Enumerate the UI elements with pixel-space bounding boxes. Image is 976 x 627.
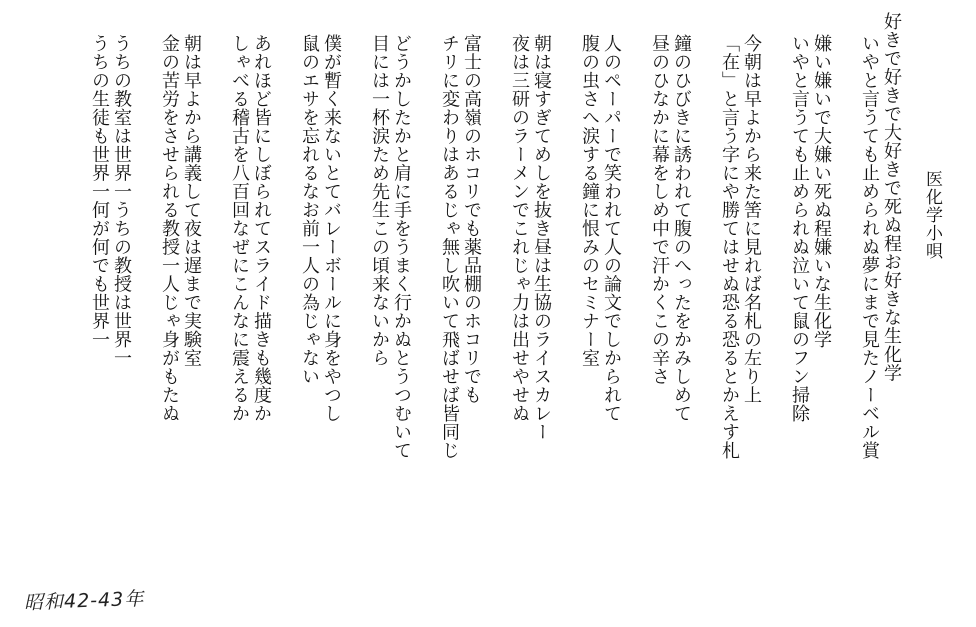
verse-line: どうかしたかと肩に手をうまく行かぬとうつむいて [391, 34, 412, 460]
verse-line: あれほど皆にしぼられてスライド描きも幾度か [251, 34, 272, 423]
verse-line: 僕が暫く来ないとてバレーボールに身をやつし [321, 34, 342, 423]
verse-line: 鼠のエサを忘れるなお前一人の為じゃない [299, 34, 320, 386]
verse-line: チリに変わりはあるじゃ無し吹いて飛ばせば皆同じ [439, 34, 460, 460]
verse-line: うちの生徒も世界一何が何でも世界一 [89, 34, 110, 349]
verse-line: 金の苦労をさせられる教授一人じゃ身がもたぬ [159, 34, 180, 423]
verse-line: 今朝は早よから来た筈に見れば名札の左り上 [741, 34, 762, 404]
verse-line: 朝は寝すぎてめしを抜き昼は生協のライスカレー [531, 34, 552, 441]
verse-line: 好きで好きで大好きで死ぬ程お好きな生化学 [881, 12, 902, 382]
verse-line: いやと言うても止められぬ泣いて鼠のフン掃除 [789, 34, 810, 423]
handwritten-note: 昭和42-43年 [23, 587, 145, 615]
verse-line: 鐘のひびきに誘われて腹のへったをかみしめて [671, 34, 692, 423]
document-title: 医化学小唄 [922, 170, 942, 260]
verse-line: 富士の高嶺のホコリでも薬品棚のホコリでも [461, 34, 482, 404]
verse-line: 朝は早よから講義して夜は遅まで実験室 [181, 34, 202, 367]
verse-line: 腹の虫さへ涙する鐘に恨みのセミナー室 [579, 34, 600, 367]
verse-line: 嫌い嫌いで大嫌い死ぬ程嫌いな生化学 [811, 34, 832, 349]
verse-line: しゃべる稽古を八百回なぜにこんなに震えるか [229, 34, 250, 423]
verse-line: 目には一杯涙ため先生この頃来ないから [369, 34, 390, 367]
verse-line: うちの教室は世界一うちの教授は世界一 [111, 34, 132, 367]
verse-line: 「在」と言う字にや勝てはせぬ恐る恐るとかえす札 [719, 34, 740, 460]
verse-line: 人のペーパーで笑われて人の論文でしかられて [601, 34, 622, 423]
verse-line: 夜は三研のラーメンでこれじゃ力は出せやせぬ [509, 34, 530, 423]
verse-line: いやと言うても止められぬ夢にまで見たノーベル賞 [859, 34, 880, 460]
verse-line: 昼のひなかに幕をしめ中で汗かくこの辛さ [649, 34, 670, 386]
